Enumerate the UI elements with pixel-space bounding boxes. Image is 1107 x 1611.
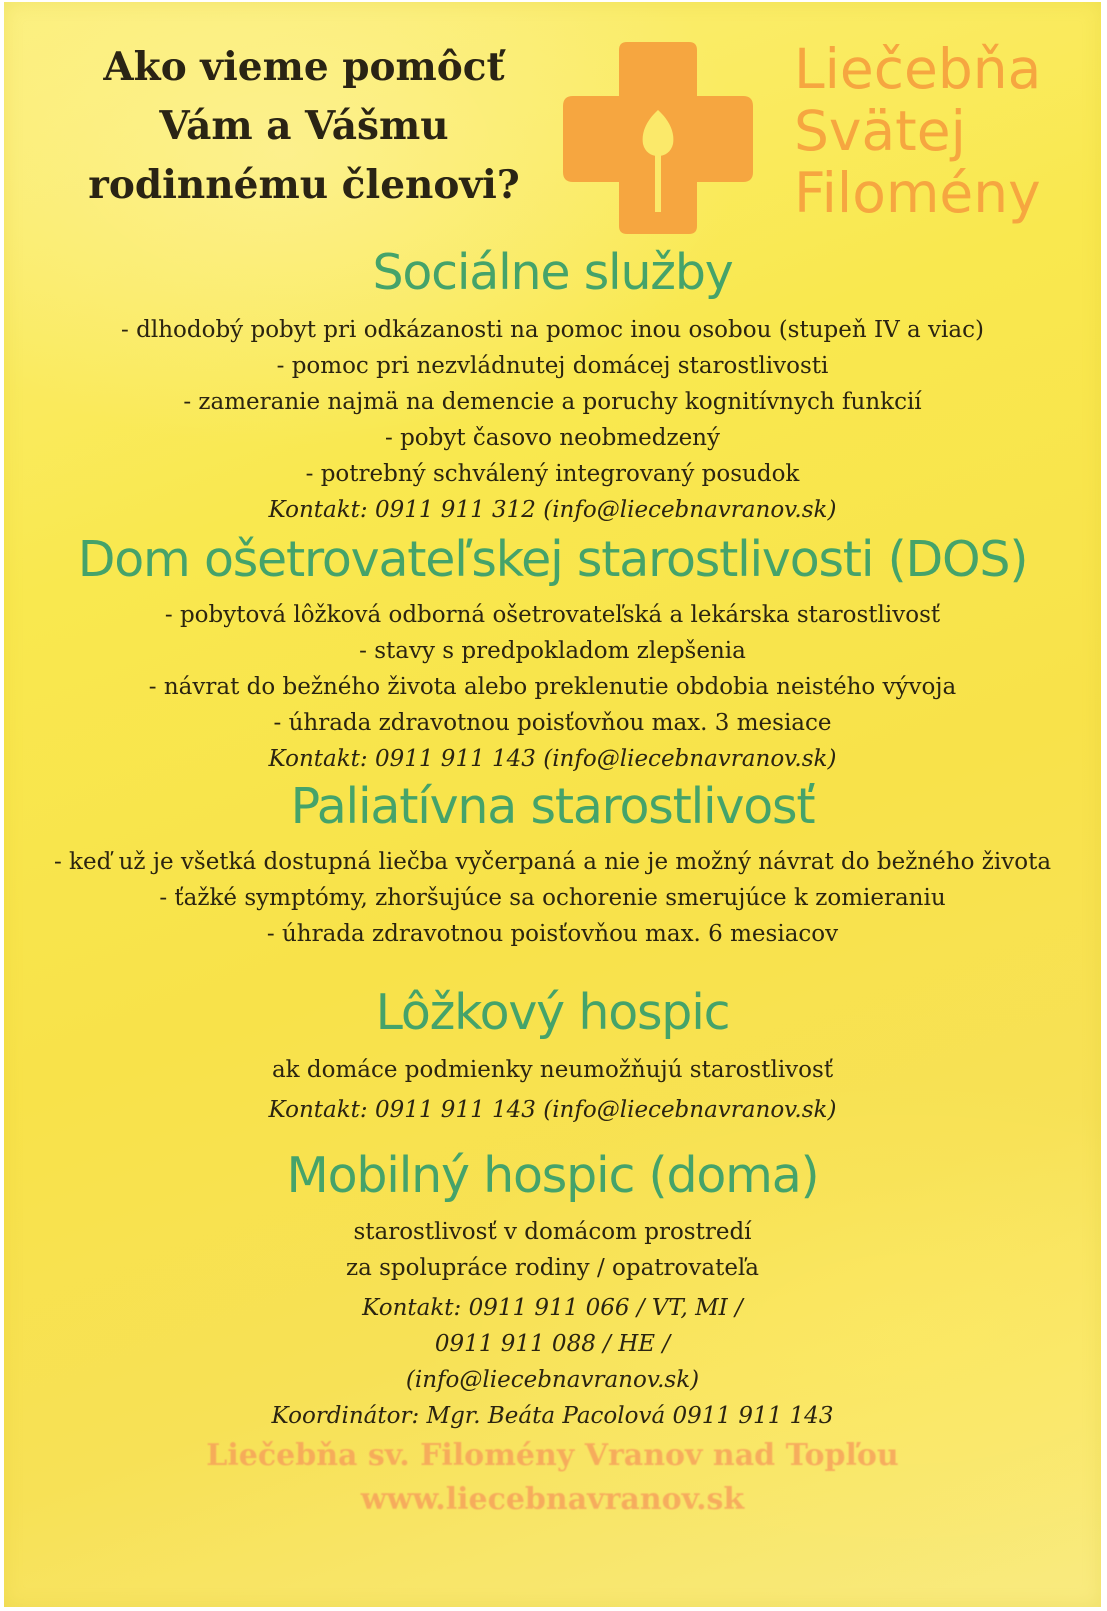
intro-line: Vám a Vášmu	[159, 103, 449, 149]
list-item: - ťažké symptómy, zhoršujúce sa ochorenie smerujúce k zomieraniu	[159, 885, 946, 911]
contact-line: Kontakt: 0911 911 143 (info@liecebnavranov.sk)	[268, 1097, 837, 1123]
list-item: - potrebný schválený integrovaný posudok	[305, 461, 800, 487]
list-item: - stavy s predpokladom zlepšenia	[359, 638, 746, 664]
section-title-social: Sociálne služby	[372, 244, 733, 301]
intro-line: Ako vieme pomôcť	[103, 44, 505, 90]
section-body-mobile-hospice	[24, 1214, 1081, 1434]
section-title-palliative: Paliatívna starostlivosť	[290, 778, 815, 835]
list-item: - dlhodobý pobyt pri odkázanosti na pomoc inou osobou (stupeň IV a viac)	[121, 317, 984, 343]
list-item: - pobyt časovo neobmedzený	[385, 425, 720, 451]
logo-line: Filomény	[794, 161, 1041, 225]
cross-with-flower-icon	[561, 40, 757, 236]
coordinator-line: Koordinátor: Mgr. Beáta Pacolová 0911 911 143	[271, 1403, 834, 1429]
contact-line: Kontakt: 0911 911 143 (info@liecebnavranov.sk)	[268, 746, 837, 772]
list-item: ak domáce podmienky neumožňujú starostlivosť	[271, 1057, 834, 1083]
logo-line: Liečebňa	[794, 37, 1042, 101]
list-item: - zameranie najmä na demencie a poruchy kognitívnych funkcií	[183, 389, 922, 415]
list-item: za spolupráce rodiny / opatrovateľa	[345, 1255, 759, 1281]
section-title-mobile-hospice: Mobilný hospic (doma)	[286, 1147, 819, 1204]
footer-website[interactable]: www.liecebnavranov.sk	[360, 1482, 745, 1517]
list-item: - pomoc pri nezvládnutej domácej starostlivosti	[276, 353, 829, 379]
logo-line: Svätej	[794, 99, 966, 163]
list-item: - úhrada zdravotnou poisťovňou max. 6 mesiacov	[266, 921, 839, 947]
list-item: - návrat do bežného života alebo preklenutie obdobia neistého vývoja	[148, 674, 957, 700]
section-body-social	[24, 312, 1081, 528]
list-item: - pobytová lôžková odborná ošetrovateľská a lekárska starostlivosť	[164, 602, 941, 628]
section-body-palliative	[24, 844, 1081, 952]
flyer	[4, 2, 1101, 1607]
intro-question	[44, 38, 564, 215]
footer-organization: Liečebňa sv. Filomény Vranov nad Topľou	[206, 1438, 899, 1473]
contact-line: Kontakt: 0911 911 066 / VT, MI /	[362, 1295, 743, 1321]
intro-line: rodinnému členovi?	[88, 162, 520, 208]
section-body-dos	[24, 597, 1081, 777]
logo-text	[794, 38, 1094, 224]
contact-line: (info@liecebnavranov.sk)	[405, 1367, 700, 1393]
list-item: - úhrada zdravotnou poisťovňou max. 3 mesiace	[273, 710, 832, 736]
section-title-dos: Dom ošetrovateľskej starostlivosti (DOS)	[77, 531, 1028, 588]
list-item: - keď už je všetká dostupná liečba vyčerpaná a nie je možný návrat do bežného života	[53, 849, 1052, 875]
section-body-inpatient-hospice	[24, 1052, 1081, 1128]
contact-line: Kontakt: 0911 911 312 (info@liecebnavranov.sk)	[268, 497, 837, 523]
list-item: starostlivosť v domácom prostredí	[353, 1219, 752, 1245]
contact-line: 0911 911 088 / HE /	[434, 1331, 671, 1357]
section-title-inpatient-hospice: Lôžkový hospic	[375, 984, 730, 1041]
